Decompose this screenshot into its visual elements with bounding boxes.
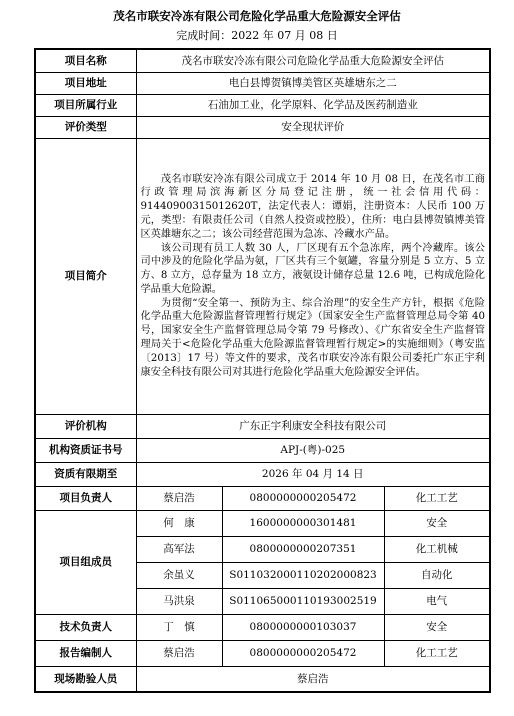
site-value: 蔡启浩 (136, 666, 490, 692)
row-site (35, 666, 490, 692)
project-name-value: 茂名市联安冷冻有限公司危险化学品重大危险源安全评估 (136, 49, 490, 72)
row-reporter (35, 640, 490, 666)
completion-date: 完成时间：2022 年 07 月 08 日 (176, 29, 338, 42)
cert-label: 机构资质证书号 (35, 438, 136, 462)
member-field: 化工机械 (384, 536, 490, 562)
member-field: 自动化 (384, 562, 490, 588)
row-address (35, 72, 490, 94)
member-id: S011065000110193002519 (222, 588, 384, 614)
intro-label: 项目简介 (35, 138, 136, 414)
intro-paragraph-2: 该公司现有员工人数 30 人，厂区现有五个急冻库，两个冷藏库。该公司中涉及的危险化学品为氨，厂区共有三个氨罐，容量分别是 5 立方、5 立方、8 立方，总存量为 18 立方，液氨设计储存总量 12.6 吨，已构成危险化学品重大危险源。 (140, 242, 485, 295)
member-id: 1600000000301481 (222, 510, 384, 536)
leader-field: 化工工艺 (384, 486, 490, 510)
member-name: 余虽义 (136, 562, 222, 588)
row-valid (35, 462, 490, 486)
type-value: 安全现状评价 (136, 116, 490, 138)
members-label: 项目组成员 (35, 510, 136, 614)
project-name-label: 项目名称 (35, 49, 136, 72)
document-title: 茂名市联安冷冻有限公司危险化学品重大危险源安全评估 (113, 9, 401, 23)
org-label: 评价机构 (35, 414, 136, 438)
address-value: 电白县博贺镇博美管区英雄塘东之二 (136, 72, 490, 94)
row-type (35, 116, 490, 138)
member-name: 高军法 (136, 536, 222, 562)
industry-label: 项目所属行业 (35, 94, 136, 116)
report-label: 报告编制人 (35, 640, 136, 666)
row-org (35, 414, 490, 438)
member-field: 安全 (384, 510, 490, 536)
leader-id: 0800000000205472 (222, 486, 384, 510)
reporter-name: 蔡启浩 (136, 640, 222, 666)
member-row (35, 510, 490, 536)
assessment-info-table (34, 48, 491, 693)
intro-paragraph-1: 茂名市联安冷冻有限公司成立于 2014 年 10 月 08 日，在茂名市工商行政管理局滨海新区分局登记注册，统一社会信用代码：91440900315012620T，法定代表人：谭娟，注册资本：人民币 100 万元，类型：有限责任公司（自然人投资或控股），住所：电白县博贺镇博美管区英雄塘东之二；该公司经营范围为急冻、冷藏水产品。 (140, 173, 485, 240)
tech-field: 安全 (384, 614, 490, 640)
reporter-field: 化工工艺 (384, 640, 490, 666)
row-tech (35, 614, 490, 640)
intro-text (136, 138, 490, 414)
type-label: 评价类型 (35, 116, 136, 138)
row-intro (35, 138, 490, 414)
row-cert (35, 438, 490, 462)
member-id: 0800000000207351 (222, 536, 384, 562)
row-leader (35, 486, 490, 510)
member-name: 何 康 (136, 510, 222, 536)
member-field: 电气 (384, 588, 490, 614)
org-value: 广东正宇利康安全科技有限公司 (136, 414, 490, 438)
member-id: S011032000110202000823 (222, 562, 384, 588)
row-project-name (35, 49, 490, 72)
cert-value: APJ-(粤)-025 (136, 438, 490, 462)
reporter-id: 0800000000205472 (222, 640, 384, 666)
tech-id: 0800000000103037 (222, 614, 384, 640)
industry-value: 石油加工业，化学原料、化学品及医药制造业 (136, 94, 490, 116)
site-label: 现场勘验人员 (35, 666, 136, 692)
intro-paragraph-3: 为贯彻“安全第一、预防为主、综合治理”的安全生产方针，根据《危险化学品重大危险源监督管理暂行规定》（国家安全生产监督管理总局令第 40 号，国家安全生产监督管理总局令第 79 号修改）、《广东省安全生产监督管理局关于<危险化学品重大危险源监督管理暂行规定>的实施细则》（粤安监〔2013〕17 号）等文件的要求，茂名市联安冷冻有限公司委托广东正宇利康安全科技有限公司对其进行危险化学品重大危险源安全评估。 (140, 297, 485, 378)
valid-value: 2026 年 04 月 14 日 (136, 462, 490, 486)
tech-name: 丁 慎 (136, 614, 222, 640)
valid-label: 资质有限期至 (35, 462, 136, 486)
member-name: 马洪泉 (136, 588, 222, 614)
leader-label: 项目负责人 (35, 486, 136, 510)
tech-label: 技术负责人 (35, 614, 136, 640)
leader-name: 蔡启浩 (136, 486, 222, 510)
address-label: 项目地址 (35, 72, 136, 94)
row-industry (35, 94, 490, 116)
